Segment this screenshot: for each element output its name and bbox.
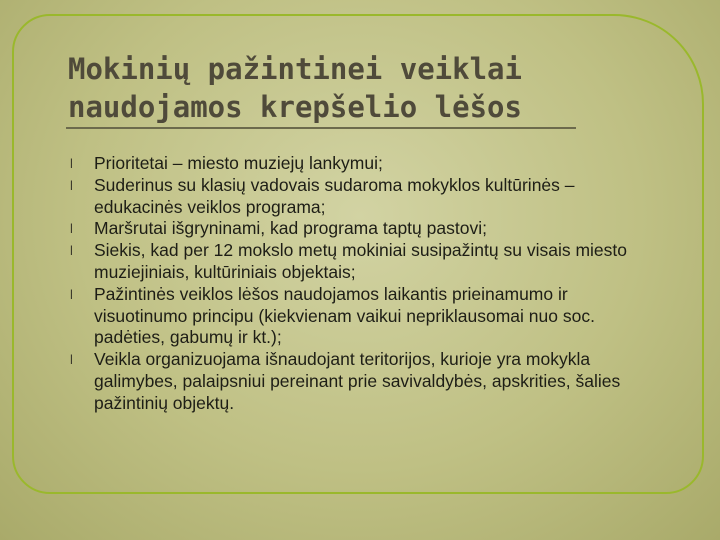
slide-title [68, 50, 668, 126]
bullet-list [70, 153, 660, 415]
bullet-icon: l [70, 221, 73, 237]
bullet-item [70, 153, 660, 175]
slide-title-line-1: Mokinių pažintinei veiklai [68, 52, 522, 86]
bullet-item [70, 218, 660, 240]
bullet-text: Prioritetai – miesto muziejų lankymui; [94, 153, 383, 173]
bullet-text: Pažintinės veiklos lėšos naudojamos laikantis prieinamumo ir visuotinumo principu (kiekvienam vaikui nepriklausomai nuo soc. padėties, gabumų ir kt.); [94, 283, 595, 348]
bullet-text: Maršrutai išgryninami, kad programa taptų pastovi; [94, 218, 487, 239]
bullet-icon: l [70, 352, 73, 368]
title-underline [66, 127, 576, 129]
bullet-icon: l [70, 286, 73, 302]
bullet-icon: l [70, 177, 73, 193]
bullet-item [70, 284, 660, 349]
bullet-item [70, 240, 660, 284]
bullet-text: Suderinus su klasių vadovais sudaroma mokyklos kultūrinės – edukacinės veiklos programa; [94, 174, 575, 217]
slide-title-line-2: naudojamos krepšelio lėšos [68, 90, 522, 124]
bullet-icon: l [70, 243, 73, 259]
bullet-item [70, 349, 660, 414]
bullet-icon: l [70, 156, 73, 171]
bullet-text: Veikla organizuojama išnaudojant teritorijos, kurioje yra mokykla galimybes, palaipsniui pereinant prie savivaldybės, apskrities, šalies pažintinių objektų. [94, 349, 621, 413]
bullet-text: Siekis, kad per 12 mokslo metų mokiniai susipažintų su visais miesto muziejiniais, kultūriniais objektais; [94, 240, 627, 282]
bullet-item [70, 175, 660, 219]
